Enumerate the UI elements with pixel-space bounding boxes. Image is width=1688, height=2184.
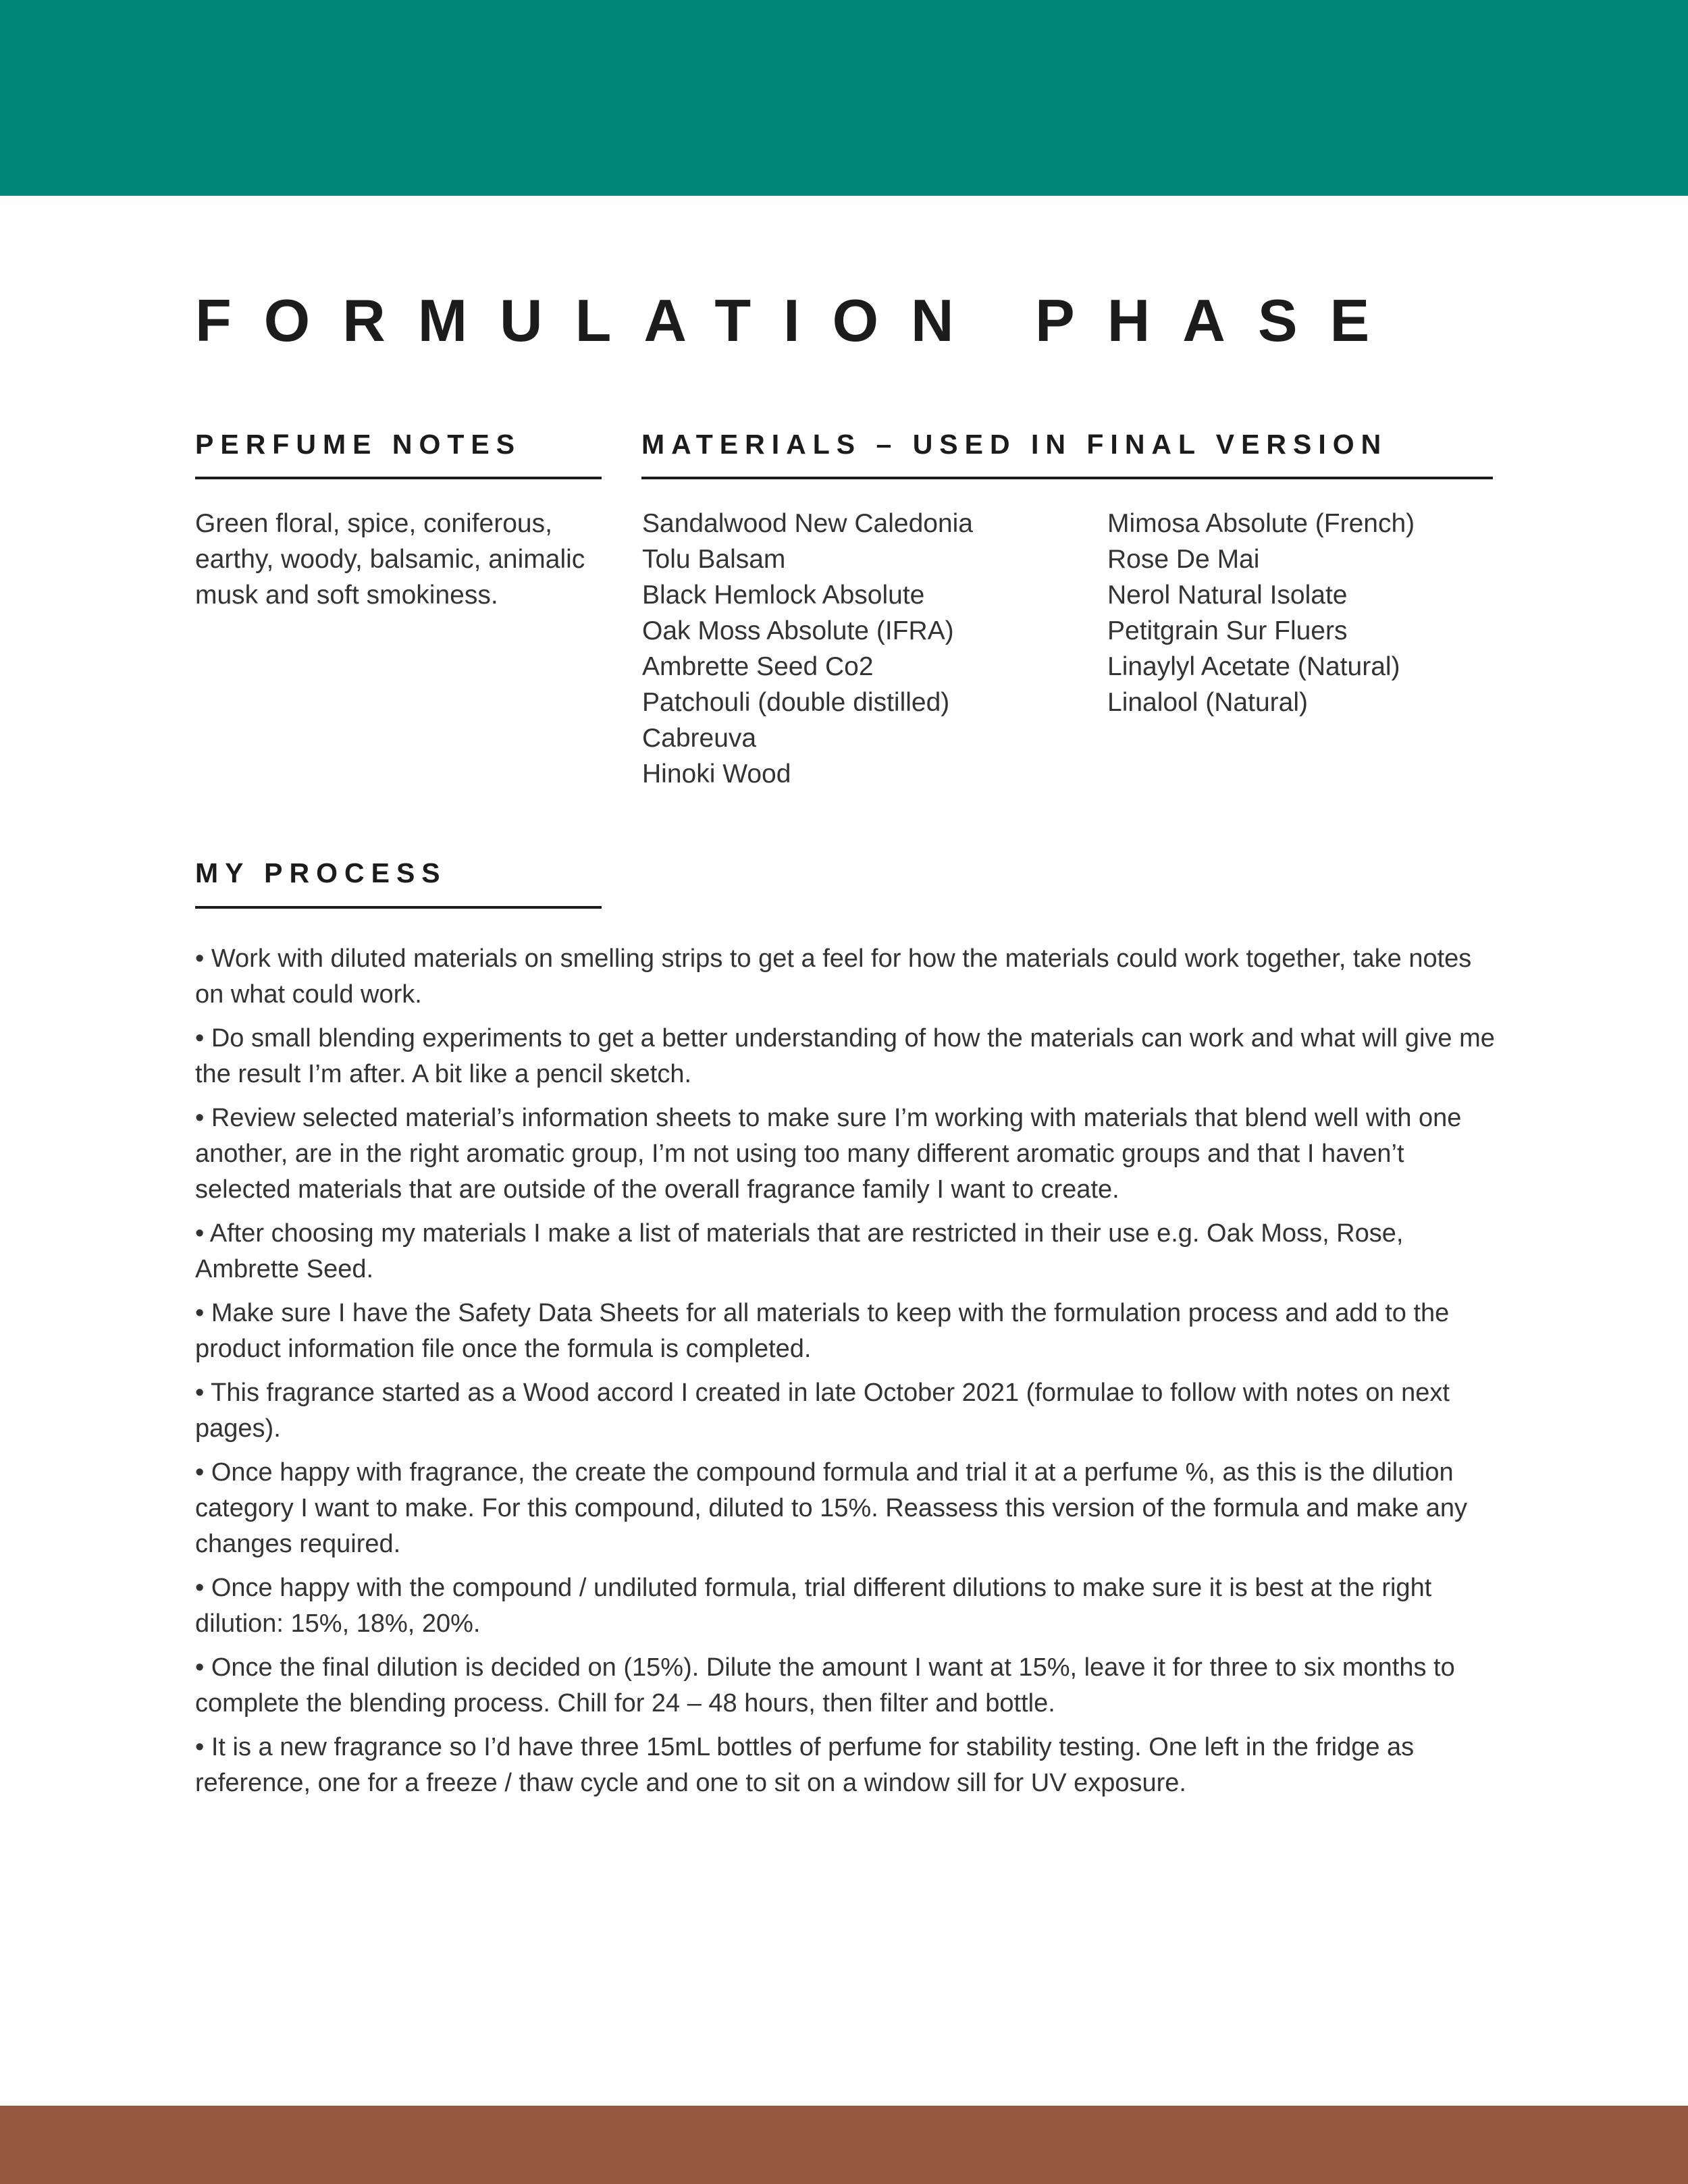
my-process-rule (195, 906, 602, 909)
perfume-notes-heading: PERFUME NOTES (195, 429, 522, 460)
process-item: • Work with diluted materials on smelling strips to get a feel for how the materials could work together, take notes on what could work. (195, 944, 1472, 1009)
process-item: • Once happy with the compound / undiluted formula, trial different dilutions to make sure it is best at the right dilution: 15%, 18%, 20%. (195, 1574, 1432, 1638)
list-item: Linalool (Natural) (1107, 688, 1308, 717)
process-item: • This fragrance started as a Wood accord I created in late October 2021 (formulae to follow with notes on next pages). (195, 1379, 1450, 1443)
process-item: • Do small blending experiments to get a better understanding of how the materials can work and what will give me the result I’m after. A bit like a pencil sketch. (195, 1024, 1495, 1088)
list-item: Hinoki Wood (642, 760, 791, 789)
list-item: Nerol Natural Isolate (1107, 581, 1348, 610)
page-title: FORMULATION PHASE (195, 287, 1402, 354)
list-item: Oak Moss Absolute (IFRA) (642, 616, 954, 645)
list-item: Petitgrain Sur Fluers (1107, 616, 1348, 645)
list-item: Linaylyl Acetate (Natural) (1107, 652, 1400, 681)
top-color-band (0, 0, 1688, 196)
process-list (195, 941, 1505, 1809)
process-item: • After choosing my materials I make a list of materials that are restricted in their use e.g. Oak Moss, Rose, Ambrette Seed. (195, 1219, 1404, 1283)
list-item: Patchouli (double distilled) (642, 688, 950, 717)
materials-rule (641, 477, 1493, 479)
bottom-color-band (0, 2106, 1688, 2184)
list-item: Cabreuva (642, 724, 757, 753)
list-item: Black Hemlock Absolute (642, 581, 925, 610)
list-item: Sandalwood New Caledonia (642, 509, 973, 538)
list-item: Rose De Mai (1107, 545, 1260, 574)
process-item: • Make sure I have the Safety Data Sheets for all materials to keep with the formulation process and add to the product information file once the formula is completed. (195, 1299, 1450, 1363)
list-item: Mimosa Absolute (French) (1107, 509, 1415, 538)
materials-list-column-1 (642, 506, 973, 792)
process-item: • Review selected material’s information sheets to make sure I’m working with materials that blend well with one another, are in the right aromatic group, I’m not using too many different aromatic groups and that I haven’t selected materials that are outside of the overall fragrance family I want to create. (195, 1104, 1462, 1204)
perfume-notes-text: Green floral, spice, coniferous, earthy, woody, balsamic, animalic musk and soft smokiness. (195, 509, 585, 610)
materials-heading: MATERIALS – USED IN FINAL VERSION (641, 429, 1388, 460)
list-item: Tolu Balsam (642, 545, 786, 574)
my-process-heading: MY PROCESS (195, 857, 447, 888)
process-item: • Once the final dilution is decided on (15%). Dilute the amount I want at 15%, leave it for three to six months to complete the blending process. Chill for 24 – 48 hours, then filter and bottle. (195, 1653, 1455, 1717)
materials-list-column-2 (1107, 506, 1415, 720)
perfume-notes-rule (195, 477, 602, 479)
process-item: • It is a new fragrance so I’d have three 15mL bottles of perfume for stability testing. One left in the fridge as reference, one for a freeze / thaw cycle and one to sit on a window sill for UV exposure. (195, 1733, 1415, 1797)
process-item: • Once happy with fragrance, the create the compound formula and trial it at a perfume %, as this is the dilution category I want to make. For this compound, diluted to 15%. Reassess this version of the formula and make any changes required. (195, 1458, 1468, 1558)
list-item: Ambrette Seed Co2 (642, 652, 874, 681)
